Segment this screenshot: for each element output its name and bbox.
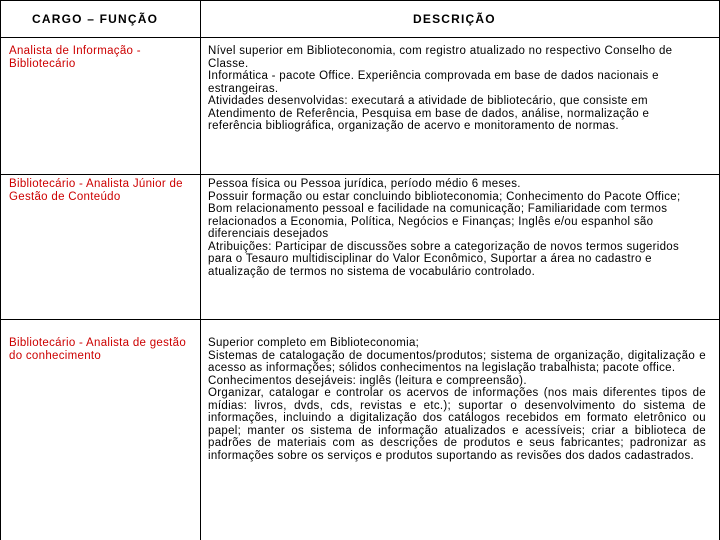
header-cargo-funcao: CARGO – FUNÇÃO: [32, 12, 159, 26]
row-2-cargo: Bibliotecário - Analista Júnior de Gestão de Conteúdo: [9, 178, 183, 203]
row-1-paragraph: Nível superior em Biblioteconomia, com registro atualizado no respectivo Conselho de Classe.: [208, 45, 673, 70]
row-divider-2: [0, 319, 720, 320]
row-1-paragraph: Atividades desenvolvidas: executará a atividade de bibliotecário, que consiste em Atendimento de Referência, Pesquisa em base de dados, análise, normalização e referência bibliográfica, organização de acervo e monitoramento de normas.: [208, 95, 650, 132]
table-border-top: [0, 0, 720, 1]
row-3-cargo: Bibliotecário - Analista de gestão do conhecimento: [9, 337, 187, 362]
row-3-paragraph: Conhecimentos desejáveis: inglês (leitura e compreensão).: [208, 374, 527, 387]
row-2-descricao: [208, 178, 706, 308]
row-2-paragraph: Atribuições: Participar de discussões sobre a categorização de novos termos sugeridos para o Tesauro multidisciplinar do Valor Econômico, Suportar a área no cadastro e atualização de termos no sistema de vocabulário controlado.: [208, 240, 680, 278]
row-1-paragraph: Informática - pacote Office. Experiência comprovada em base de dados nacionais e estrangeiras.: [208, 70, 659, 95]
header-divider: [0, 37, 720, 38]
row-3-descricao: [208, 337, 706, 537]
row-2-paragraph: Possuir formação ou estar concluindo biblioteconomia; Conhecimento do Pacote Office; Bom relacionamento pessoal e facilidade na comunicação; Familiaridade com termos relacionados a Economia, Política, Negócios e Finanças; Inglês e/ou espanhol são diferenciais desejados: [208, 190, 681, 240]
row-3-paragraph: Sistemas de catalogação de documentos/produtos; sistema de organização, digitalização e acesso as informações; sólidos conhecimentos na legislação trabalhista; pacote office.: [208, 349, 706, 374]
header-descricao: DESCRIÇÃO: [413, 12, 496, 26]
row-2-paragraph: Pessoa física ou Pessoa jurídica, período médio 6 meses.: [208, 178, 521, 190]
row-3-paragraph: Superior completo em Biblioteconomia;: [208, 337, 420, 349]
row-3-paragraph: Organizar, catalogar e controlar os acervos de informações (nos mais diferentes tipos de mídias: livros, dvds, cds, revistas e etc.); suportar o desenvolvimento do sistema de informações, incluindo a digitalização dos catálogos recebidos em formato eletrônico ou papel; manter os sistema de informação atualizados e acessíveis; criar a biblioteca de padrões de materiais com as descrições de produtos e seus fabricantes; padronizar as informações sobre os serviços e produtos suportando as revisões dos dados cadastrados.: [208, 387, 706, 462]
row-divider-1: [0, 174, 720, 175]
column-divider: [200, 0, 201, 540]
row-1-descricao: [208, 45, 706, 161]
table-border-left: [0, 0, 1, 540]
row-1-cargo: Analista de Informação - Bibliotecário: [9, 45, 141, 70]
